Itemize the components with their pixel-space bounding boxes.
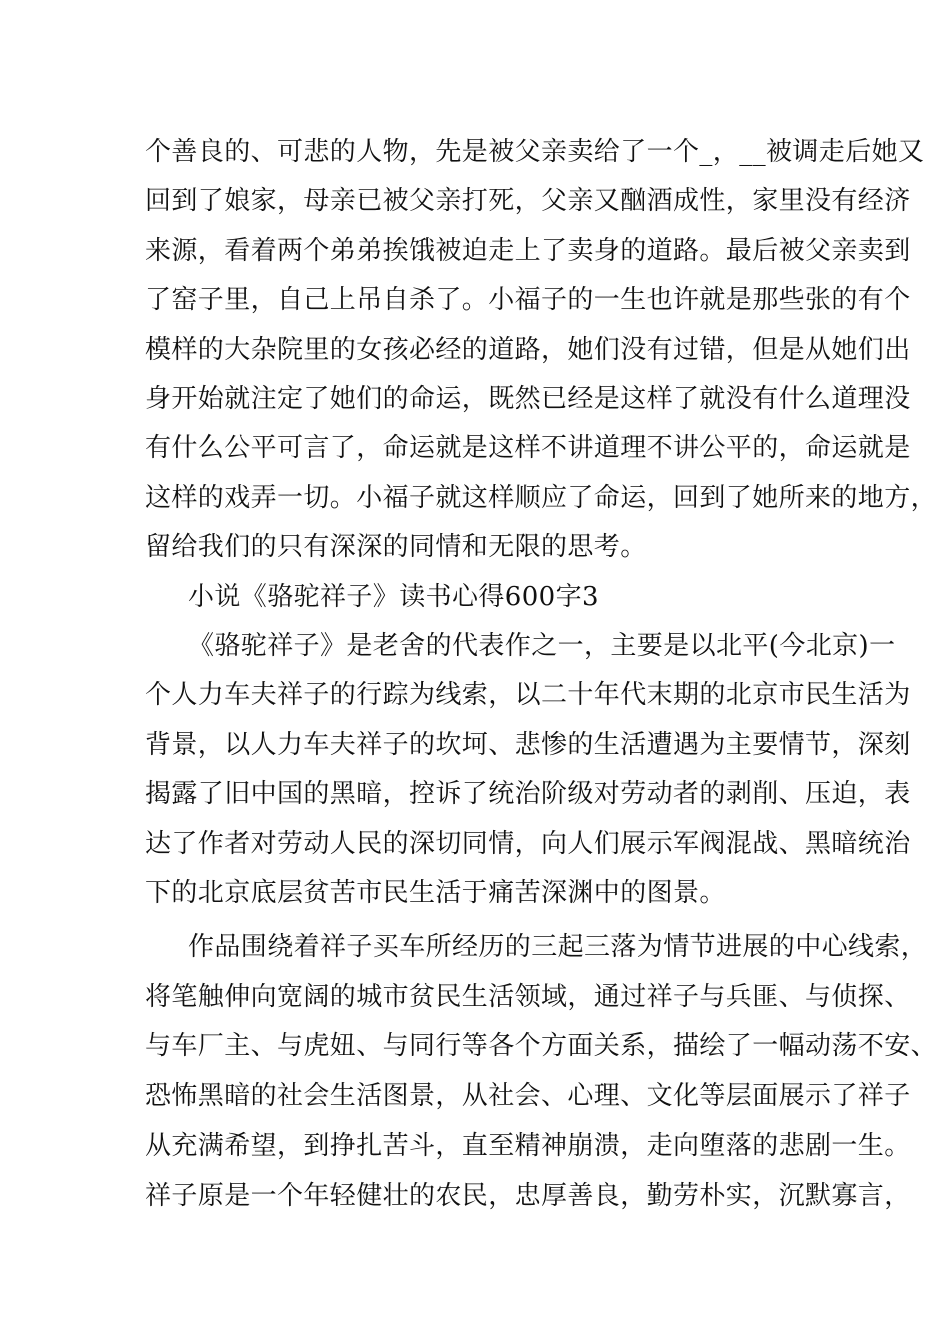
text-line: 来源，看着两个弟弟挨饿被迫走上了卖身的道路。最后被父亲卖到 xyxy=(145,236,911,266)
text-line: 模样的大杂院里的女孩必经的道路，她们没有过错，但是从她们出 xyxy=(145,335,911,365)
text-line: 恐怖黑暗的社会生活图景，从社会、心理、文化等层面展示了祥子 xyxy=(145,1081,911,1111)
text-line: 个善良的、可悲的人物，先是被父亲卖给了一个_，__被调走后她又 xyxy=(145,137,925,167)
text-line: 留给我们的只有深深的同情和无限的思考。 xyxy=(145,532,647,562)
text-line: 背景，以人力车夫祥子的坎坷、悲惨的生活遭遇为主要情节，深刻 xyxy=(145,730,911,760)
text-line: 下的北京底层贫苦市民生活于痛苦深渊中的图景。 xyxy=(145,878,726,908)
text-line: 有什么公平可言了，命运就是这样不讲道理不讲公平的，命运就是 xyxy=(145,433,911,463)
text-line: 从充满希望，到挣扎苦斗，直至精神崩溃，走向堕落的悲剧一生。 xyxy=(145,1131,911,1161)
text-line: 了窑子里，自己上吊自杀了。小福子的一生也许就是那些张的有个 xyxy=(145,285,911,315)
text-line: 达了作者对劳动人民的深切同情，向人们展示军阀混战、黑暗统治 xyxy=(145,829,911,859)
text-line: 祥子原是一个年轻健壮的农民，忠厚善良，勤劳朴实，沉默寡言， xyxy=(145,1181,911,1211)
text-line: 将笔触伸向宽阔的城市贫民生活领域，通过祥子与兵匪、与侦探、 xyxy=(145,982,911,1012)
text-line: 揭露了旧中国的黑暗，控诉了统治阶级对劳动者的剥削、压迫，表 xyxy=(145,779,911,809)
text-line: 身开始就注定了她们的命运，既然已经是这样了就没有什么道理没 xyxy=(145,384,911,414)
text-line: 个人力车夫祥子的行踪为线索，以二十年代末期的北京市民生活为 xyxy=(145,680,911,710)
text-line: 与车厂主、与虎妞、与同行等各个方面关系，描绘了一幅动荡不安、 xyxy=(145,1031,938,1061)
text-line: 回到了娘家，母亲已被父亲打死，父亲又酗酒成性，家里没有经济 xyxy=(145,186,911,216)
section-heading: 小说《骆驼祥子》读书心得600字3 xyxy=(188,582,599,612)
text-line: 《骆驼祥子》是老舍的代表作之一，主要是以北平(今北京)一 xyxy=(188,631,896,661)
text-line: 作品围绕着祥子买车所经历的三起三落为情节进展的中心线索， xyxy=(188,932,928,962)
text-line: 这样的戏弄一切。小福子就这样顺应了命运，回到了她所来的地方， xyxy=(145,483,938,513)
